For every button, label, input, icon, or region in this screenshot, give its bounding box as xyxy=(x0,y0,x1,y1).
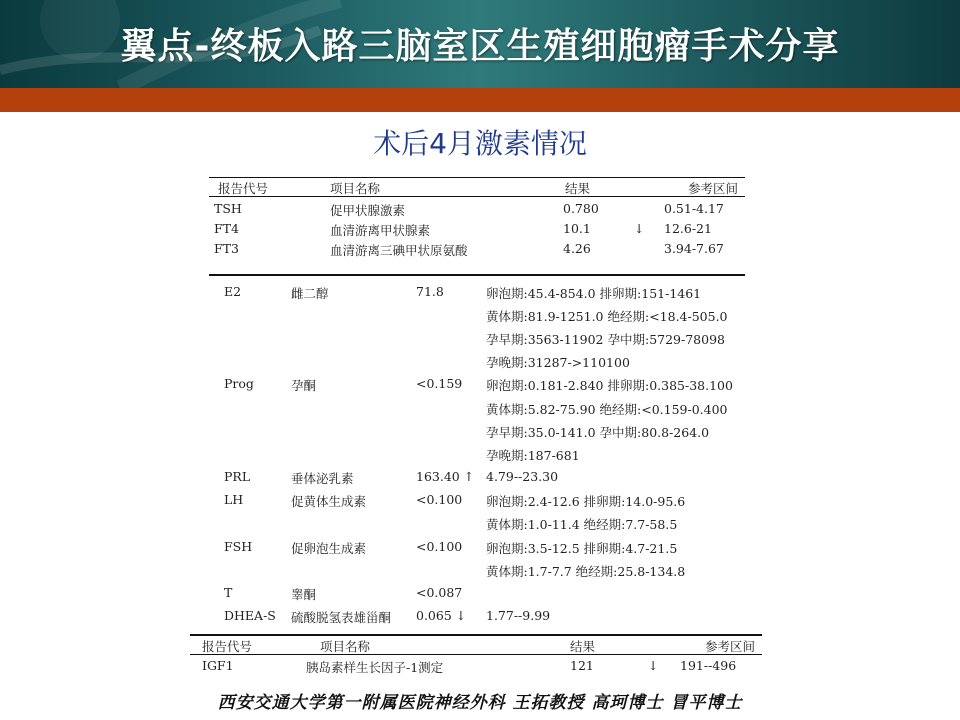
hormone-name: 垂体泌乳素 xyxy=(291,471,354,486)
table-rule xyxy=(209,274,745,276)
header-code: 报告代号 xyxy=(202,639,253,654)
hormone-code: FSH xyxy=(224,539,253,554)
row-name: 血清游离甲状腺素 xyxy=(330,223,431,238)
header-banner xyxy=(0,0,960,88)
hormone-reference: 黄体期:5.82-75.90 绝经期:<0.159-0.400 xyxy=(486,402,728,417)
hormone-name: 促卵泡生成素 xyxy=(291,541,367,556)
hormone-code: T xyxy=(224,585,233,600)
hormone-reference: 黄体期:1.0-11.4 绝经期:7.7-58.5 xyxy=(486,517,678,532)
row-code: IGF1 xyxy=(202,658,234,673)
header-result: 结果 xyxy=(565,181,591,196)
row-reference: 12.6-21 xyxy=(664,221,712,236)
header-code: 报告代号 xyxy=(218,181,269,196)
header-name: 项目名称 xyxy=(320,639,371,654)
hormone-name: 促黄体生成素 xyxy=(291,494,367,509)
row-flag: ↓ xyxy=(648,658,659,673)
header-stripe xyxy=(0,88,960,112)
hormone-name: 硫酸脱氢表雄甾酮 xyxy=(291,610,392,625)
hormone-reference: 卵泡期:0.181-2.840 排卵期:0.385-38.100 xyxy=(486,378,733,393)
hormone-code: Prog xyxy=(224,376,254,391)
row-name: 血清游离三碘甲状原氨酸 xyxy=(330,243,468,258)
slide-title: 翼点-终板入路三脑室区生殖细胞瘤手术分享 xyxy=(120,26,840,67)
table-rule xyxy=(190,654,762,655)
hormone-reference: 1.77--9.99 xyxy=(486,608,551,623)
footer-credits: 西安交通大学第一附属医院神经外科 王拓教授 高珂博士 冒平博士 xyxy=(217,693,743,713)
row-result: 0.780 xyxy=(563,201,599,216)
table-rule xyxy=(209,196,745,197)
hormone-name: 雌二醇 xyxy=(291,286,329,301)
hormone-result: <0.159 xyxy=(416,376,463,391)
hormone-code: DHEA-S xyxy=(224,608,276,623)
header-name: 项目名称 xyxy=(330,181,381,196)
hormone-result: 163.40 ↑ xyxy=(416,469,475,484)
hormone-name: 睾酮 xyxy=(291,587,317,602)
row-code: FT3 xyxy=(214,241,239,256)
hormone-reference: 孕早期:35.0-141.0 孕中期:80.8-264.0 xyxy=(486,425,710,440)
hormone-code: PRL xyxy=(224,469,251,484)
slide-subtitle: 术后4月激素情况 xyxy=(373,127,587,160)
hormone-result: <0.100 xyxy=(416,539,463,554)
hormone-result: <0.100 xyxy=(416,492,463,507)
row-code: FT4 xyxy=(214,221,239,236)
hormone-reference: 黄体期:1.7-7.7 绝经期:25.8-134.8 xyxy=(486,564,686,579)
table-rule xyxy=(190,634,762,636)
hormone-reference: 卵泡期:3.5-12.5 排卵期:4.7-21.5 xyxy=(486,541,678,556)
hormone-name: 孕酮 xyxy=(291,378,317,393)
row-name: 促甲状腺激素 xyxy=(330,203,406,218)
hormone-reference: 卵泡期:2.4-12.6 排卵期:14.0-95.6 xyxy=(486,494,686,509)
hormone-result: <0.087 xyxy=(416,585,463,600)
row-result: 4.26 xyxy=(563,241,591,256)
row-reference: 191--496 xyxy=(680,658,737,673)
row-result: 121 xyxy=(570,658,594,673)
hormone-reference: 卵泡期:45.4-854.0 排卵期:151-1461 xyxy=(486,286,702,301)
row-reference: 3.94-7.67 xyxy=(664,241,724,256)
hormone-reference: 孕晚期:31287->110100 xyxy=(486,355,630,370)
row-flag: ↓ xyxy=(634,221,645,236)
header-reference: 参考区间 xyxy=(688,181,739,196)
hormone-result: 0.065 ↓ xyxy=(416,608,467,623)
hormone-code: E2 xyxy=(224,284,242,299)
row-result: 10.1 xyxy=(563,221,591,236)
table-rule xyxy=(209,177,745,178)
hormone-reference: 黄体期:81.9-1251.0 绝经期:<18.4-505.0 xyxy=(486,309,728,324)
hormone-reference: 孕晚期:187-681 xyxy=(486,448,580,463)
row-reference: 0.51-4.17 xyxy=(664,201,724,216)
row-name: 胰岛素样生长因子-1测定 xyxy=(306,660,444,675)
hormone-reference: 孕早期:3563-11902 孕中期:5729-78098 xyxy=(486,332,725,347)
hormone-result: 71.8 xyxy=(416,284,444,299)
row-code: TSH xyxy=(214,201,242,216)
hormone-code: LH xyxy=(224,492,244,507)
header-reference: 参考区间 xyxy=(705,639,756,654)
hormone-reference: 4.79--23.30 xyxy=(486,469,559,484)
header-result: 结果 xyxy=(570,639,596,654)
